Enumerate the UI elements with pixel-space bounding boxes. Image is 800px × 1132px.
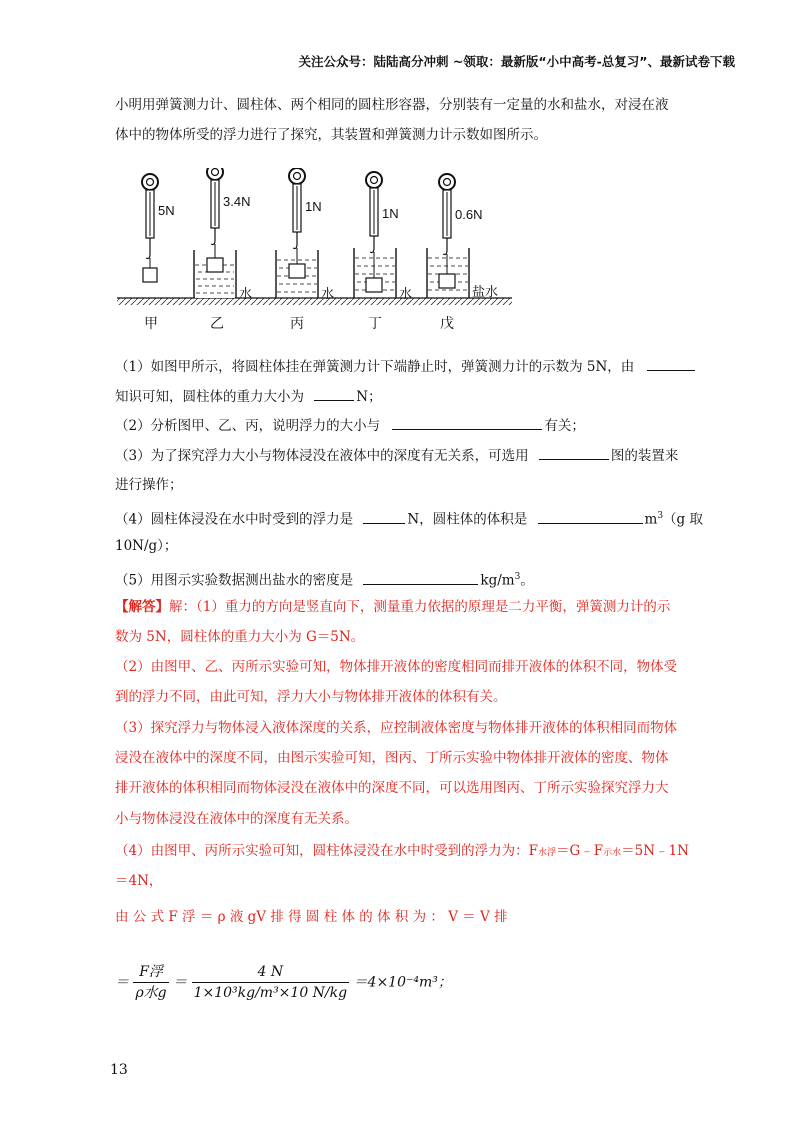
ground-hatch: [117, 298, 512, 305]
answer-4-line-2: ＝4N，: [115, 873, 163, 889]
answer-3-line-2: 浸没在液体中的深度不同，由图示实验可知，图丙、丁所示实验中物体排开液体的密度、物体: [115, 750, 669, 766]
q1-text-a: （1）如图甲所示，将圆柱体挂在弹簧测力计下端静止时，弹簧测力计的示数为 5N，由: [115, 359, 635, 375]
q2-blank: [392, 414, 542, 430]
q5-text-b: kg/m: [480, 572, 515, 589]
question-5: [115, 566, 745, 592]
answer-4-line-3: 由 公 式 F 浮 ＝ ρ 液 gV 排 得 圆 柱 体 的 体 积 为 ： V ＝ V 排: [115, 909, 508, 925]
liquid-label-yi: 水: [239, 287, 253, 302]
q1-blank-knowledge: [647, 355, 695, 371]
answer-1-line-1: [115, 596, 745, 618]
answer-3-line-3: 排开液体的体积相同而物体浸没在液体中的深度不同，可以选用图丙、丁所示实验探究浮力大: [115, 780, 669, 796]
fraction-1: [133, 962, 168, 1003]
reading-yi: 3.4N: [223, 194, 251, 209]
q4-text-b: N，圆柱体的体积是: [407, 511, 528, 528]
page-number: 13: [110, 1062, 128, 1078]
page-header: 关注公众号：陆陆高分冲刺 ~领取：最新版“小中高考-总复习”、最新试卷下载: [298, 54, 735, 69]
q2-text-b: 有关；: [544, 418, 585, 434]
q5-text-a: （5）用图示实验数据测出盐水的密度是: [115, 572, 354, 589]
q4-superscript: 3: [657, 511, 664, 521]
liquid-label-ding: 水: [399, 287, 413, 302]
intro-line-2: 体中的物体所受的浮力进行了探究，其装置和弹簧测力计示数如图所示。: [115, 127, 547, 143]
answer-3-line-1: （3）探究浮力与物体浸入液体深度的关系，应控制液体密度与物体排开液体的体积相同而物体: [115, 720, 678, 736]
cylinder-block: [143, 268, 157, 282]
answer-2-line-2: 到的浮力不同，由此可知，浮力大小与物体排开液体的体积有关。: [115, 689, 507, 705]
volume-formula: [115, 962, 745, 1003]
setup-ding: [354, 172, 396, 298]
answer-4-sub-1: 水浮: [537, 848, 556, 858]
q5-superscript: 3: [514, 572, 521, 582]
answer-4-text-a2: ＝G﹣F: [555, 843, 604, 859]
liquid-label-wu: 盐水: [472, 285, 499, 300]
scale-hook: [146, 238, 150, 259]
q3-text-b: 图的装置来: [610, 448, 679, 464]
label-bing: 丙: [290, 316, 304, 332]
experiment-diagram: [112, 168, 532, 336]
answer-4-text-a3: ＝5N﹣1N: [621, 843, 689, 859]
formula-eq-2: ＝: [173, 974, 188, 991]
scale-ring: [142, 174, 158, 190]
question-3-line-2: 进行操作；: [115, 477, 183, 493]
answer-1-text-a: 解：（1）重力的方向是竖直向下，测量重力依据的原理是二力平衡，弹簧测力计的示: [169, 599, 671, 615]
reading-ding: 1N: [382, 206, 399, 221]
setup-bing: [276, 168, 318, 298]
answer-4-line-1: [115, 840, 745, 864]
q5-blank: [363, 569, 478, 585]
q1-text-c: N；: [356, 389, 382, 405]
answer-3-line-4: 小与物体浸没在液体中的深度有无关系。: [115, 811, 358, 827]
question-4-line-1: [115, 505, 745, 531]
q4-blank-buoyancy: [363, 508, 405, 524]
reading-jia: 5N: [158, 203, 175, 218]
label-ding: 丁: [368, 316, 382, 332]
intro-line-1: 小明用弹簧测力计、圆柱体、两个相同的圆柱形容器，分别装有一定量的水和盐水，对浸在液: [115, 97, 669, 113]
q2-text-a: （2）分析图甲、乙、丙，说明浮力的大小与: [115, 418, 381, 434]
question-3-line-1: [115, 444, 745, 467]
q5-text-c: 。: [520, 572, 534, 589]
q3-text-a: （3）为了探究浮力大小与物体浸没在液体中的深度有无关系，可选用: [115, 448, 529, 464]
question-1-line-2: [115, 385, 745, 408]
reading-bing: 1N: [305, 199, 322, 214]
experiment-figure: [112, 168, 532, 340]
fraction-1-numerator: F浮: [133, 962, 168, 983]
q4-text-a: （4）圆柱体浸没在水中时受到的浮力是: [115, 511, 354, 528]
question-2: [115, 414, 745, 437]
q1-text-b: 知识可知，圆柱体的重力大小为: [115, 389, 304, 405]
q4-text-c: m: [644, 511, 658, 528]
answer-4-sub-2: 示水: [603, 848, 622, 858]
question-1-line-1: [115, 355, 745, 378]
question-4-line-2: 10N/g）；: [115, 538, 178, 554]
label-jia: 甲: [144, 316, 158, 332]
fraction-1-denominator: ρ水g: [135, 985, 167, 1001]
answer-2-line-1: （2）由图甲、乙、丙所示实验可知，物体排开液体的密度相同而排开液体的体积不同，物体受: [115, 659, 678, 675]
fraction-2-numerator: 4 N: [192, 962, 350, 983]
reading-wu: 0.6N: [455, 207, 483, 222]
q1-blank-weight: [314, 385, 354, 401]
formula-result: ＝4×10⁻⁴m³；: [353, 974, 452, 991]
label-wu: 戊: [440, 316, 454, 332]
formula-eq-1: ＝: [115, 974, 129, 991]
fraction-2: [192, 962, 350, 1003]
answer-4-text-a1: （4）由图甲、丙所示实验可知，圆柱体浸没在水中时受到的浮力为：F: [115, 843, 538, 859]
q4-text-d: （g 取: [663, 511, 703, 528]
liquid-label-bing: 水: [321, 287, 335, 302]
label-yi: 乙: [210, 316, 224, 332]
q3-blank: [539, 444, 609, 460]
fraction-2-denominator: 1×10³kg/m³×10 N/kg: [193, 985, 348, 1001]
answer-tag: 【解答】: [115, 599, 169, 615]
q4-blank-volume: [538, 508, 643, 524]
setup-jia: [142, 174, 158, 282]
answer-1-line-2: 数为 5N，圆柱体的重力大小为 G＝5N。: [115, 629, 365, 645]
setup-wu: [427, 174, 469, 298]
setup-yi: [194, 168, 236, 298]
